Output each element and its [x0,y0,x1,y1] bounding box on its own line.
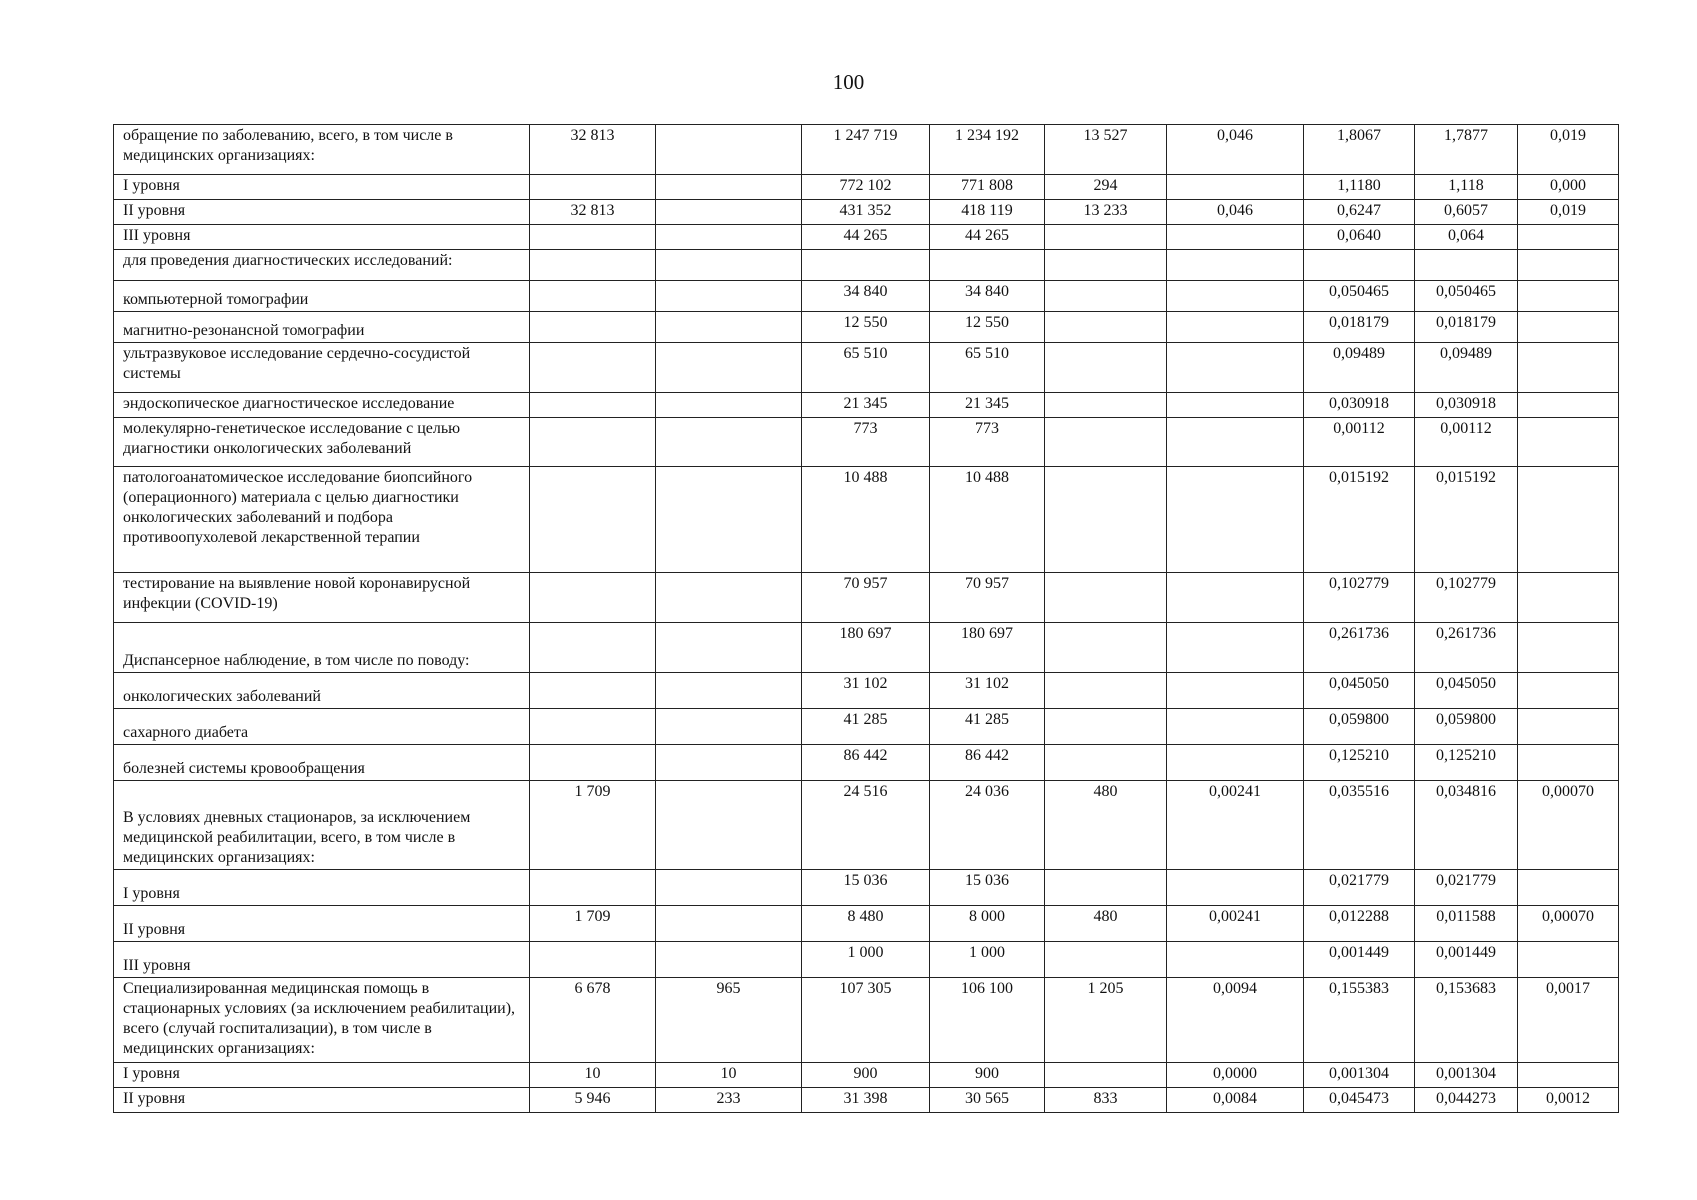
table-cell: 1,1180 [1304,175,1415,200]
table-cell: 0,059800 [1304,709,1415,745]
table-cell [1518,942,1619,978]
table-cell [1518,393,1619,418]
table-cell: 31 102 [802,673,930,709]
table-row [114,573,1619,623]
table-cell [656,623,802,673]
table-cell: 0,046 [1167,200,1304,225]
table-cell: 0,045050 [1415,673,1518,709]
table-cell [530,623,656,673]
table-cell [1167,225,1304,250]
row-label: тестирование на выявление новой коронавирусной инфекции (COVID-19) [114,573,530,623]
table-cell: 1 000 [802,942,930,978]
table-cell [656,673,802,709]
table-cell [530,870,656,906]
row-label: болезней системы кровообращения [114,745,530,781]
table-cell: 773 [802,418,930,467]
table-cell [1167,250,1304,281]
table-cell: 65 510 [802,343,930,393]
table-cell: 12 550 [930,312,1045,343]
table-cell: 0,102779 [1304,573,1415,623]
table-cell [1045,250,1167,281]
table-cell [1045,467,1167,573]
table-cell [1518,312,1619,343]
table-cell [1518,281,1619,312]
table-cell: 0,030918 [1415,393,1518,418]
table-cell: 180 697 [930,623,1045,673]
table-cell [656,393,802,418]
table-cell [1518,745,1619,781]
table-cell: 21 345 [930,393,1045,418]
table-cell: 0,045473 [1304,1088,1415,1113]
table-cell [530,673,656,709]
table-cell: 0,001449 [1415,942,1518,978]
row-label: онкологических заболеваний [114,673,530,709]
table-cell [1167,175,1304,200]
row-label: III уровня [114,942,530,978]
row-label: Специализированная медицинская помощь в стационарных условиях (за исключением реабилитации), всего (случай госпитализации), в том числе в медицинских организациях: [114,978,530,1063]
table-row [114,312,1619,343]
table-cell: 65 510 [930,343,1045,393]
row-label: магнитно-резонансной томографии [114,312,530,343]
table-cell [1045,312,1167,343]
table-cell: 233 [656,1088,802,1113]
table-cell [1518,343,1619,393]
row-label: патологоанатомическое исследование биопсийного (операционного) материала с целью диагностики онкологических заболеваний и подбора противоопухолевой лекарственной терапии [114,467,530,573]
table-cell: 0,0017 [1518,978,1619,1063]
table-cell: 0,261736 [1304,623,1415,673]
table-cell [1167,709,1304,745]
row-label: I уровня [114,175,530,200]
table-cell [1167,467,1304,573]
table-cell: 0,00070 [1518,781,1619,870]
table-row [114,393,1619,418]
table-cell: 0,011588 [1415,906,1518,942]
table-row [114,175,1619,200]
table-cell [1045,623,1167,673]
table-cell [1304,250,1415,281]
table-cell [1518,709,1619,745]
table-cell: 0,001304 [1415,1063,1518,1088]
table-cell: 0,046 [1167,125,1304,175]
table-cell [1518,418,1619,467]
table-cell: 0,0094 [1167,978,1304,1063]
table-cell: 0,0640 [1304,225,1415,250]
table-cell: 0,0000 [1167,1063,1304,1088]
table-cell: 0,059800 [1415,709,1518,745]
table-cell: 0,102779 [1415,573,1518,623]
table-cell: 0,00112 [1304,418,1415,467]
table-cell: 0,153683 [1415,978,1518,1063]
table-row [114,906,1619,942]
table-cell [530,343,656,393]
table-cell [1045,343,1167,393]
table-cell: 10 [656,1063,802,1088]
row-label: ультразвуковое исследование сердечно-сосудистой системы [114,343,530,393]
table-cell [656,709,802,745]
table-cell: 0,021779 [1415,870,1518,906]
table-cell: 5 946 [530,1088,656,1113]
table-cell [656,312,802,343]
row-label: II уровня [114,200,530,225]
table-row [114,673,1619,709]
row-label: сахарного диабета [114,709,530,745]
table-cell [530,709,656,745]
table-cell [1045,281,1167,312]
table-cell: 0,021779 [1304,870,1415,906]
table-cell: 12 550 [802,312,930,343]
table-cell [530,175,656,200]
table-cell [656,418,802,467]
table-row [114,281,1619,312]
table-cell: 32 813 [530,200,656,225]
table-cell: 0,015192 [1415,467,1518,573]
table-cell: 6 678 [530,978,656,1063]
table-cell [656,225,802,250]
table-cell [530,942,656,978]
table-cell: 30 565 [930,1088,1045,1113]
table-cell: 1 000 [930,942,1045,978]
table-cell: 900 [930,1063,1045,1088]
table-cell: 0,125210 [1415,745,1518,781]
table-cell: 1,7877 [1415,125,1518,175]
table-cell: 106 100 [930,978,1045,1063]
table-row [114,709,1619,745]
table-cell [1167,745,1304,781]
row-label: молекулярно-генетическое исследование с целью диагностики онкологических заболеваний [114,418,530,467]
table-cell [1167,343,1304,393]
row-label: Диспансерное наблюдение, в том числе по поводу: [114,623,530,673]
table-cell: 480 [1045,906,1167,942]
table-cell: 34 840 [930,281,1045,312]
table-cell [1518,467,1619,573]
table-cell [1045,942,1167,978]
row-label: I уровня [114,870,530,906]
table-cell: 431 352 [802,200,930,225]
table-row [114,467,1619,573]
table-cell [1167,573,1304,623]
data-table [113,124,1619,1113]
table-cell [1167,870,1304,906]
table-cell: 0,155383 [1304,978,1415,1063]
table-row [114,125,1619,175]
table-cell [1167,673,1304,709]
table-cell: 0,261736 [1415,623,1518,673]
table-cell: 31 398 [802,1088,930,1113]
table-cell: 0,0012 [1518,1088,1619,1113]
table-cell: 32 813 [530,125,656,175]
table-cell [530,467,656,573]
table-cell [656,281,802,312]
table-cell [1167,281,1304,312]
table-cell: 180 697 [802,623,930,673]
table-cell: 1 709 [530,906,656,942]
table-row [114,1088,1619,1113]
table-row [114,623,1619,673]
table-cell: 0,00241 [1167,781,1304,870]
table-cell [1167,942,1304,978]
table-cell: 86 442 [802,745,930,781]
table-cell: 8 480 [802,906,930,942]
table-cell [656,870,802,906]
table-cell [1045,870,1167,906]
table-cell: 0,09489 [1304,343,1415,393]
table-cell: 0,045050 [1304,673,1415,709]
table-cell [1045,1063,1167,1088]
table-cell [656,125,802,175]
table-cell [1045,418,1167,467]
table-cell: 0,001304 [1304,1063,1415,1088]
table-cell: 21 345 [802,393,930,418]
table-cell [1045,673,1167,709]
table-cell [656,343,802,393]
table-cell: 0,034816 [1415,781,1518,870]
table-cell: 0,064 [1415,225,1518,250]
table-cell: 480 [1045,781,1167,870]
table-cell [656,250,802,281]
table-cell [530,745,656,781]
table-row [114,225,1619,250]
table-cell: 294 [1045,175,1167,200]
table-cell: 34 840 [802,281,930,312]
table-cell [656,745,802,781]
table-cell [1518,225,1619,250]
table-cell: 0,035516 [1304,781,1415,870]
table-cell: 0,00241 [1167,906,1304,942]
table-row [114,1063,1619,1088]
page-number: 100 [832,70,865,94]
table-cell: 86 442 [930,745,1045,781]
table-cell [1045,745,1167,781]
table-cell: 1,118 [1415,175,1518,200]
table-cell: 0,125210 [1304,745,1415,781]
row-label: I уровня [114,1063,530,1088]
table-cell: 900 [802,1063,930,1088]
table-cell [1045,709,1167,745]
table-cell: 0,6247 [1304,200,1415,225]
table-cell: 0,018179 [1304,312,1415,343]
table-cell: 0,050465 [1415,281,1518,312]
table-cell: 773 [930,418,1045,467]
table-cell [930,250,1045,281]
table-cell: 10 [530,1063,656,1088]
table-cell: 24 516 [802,781,930,870]
table-cell [530,393,656,418]
table-cell [1167,312,1304,343]
table-cell: 0,019 [1518,200,1619,225]
table-cell [530,225,656,250]
table-row [114,200,1619,225]
table-row [114,942,1619,978]
table-cell: 1 709 [530,781,656,870]
table-cell: 0,044273 [1415,1088,1518,1113]
table-cell: 0,00070 [1518,906,1619,942]
table-cell [1167,393,1304,418]
table-cell [1167,623,1304,673]
table-cell [802,250,930,281]
table-body [114,125,1619,1113]
table-cell: 1 234 192 [930,125,1045,175]
table-cell: 31 102 [930,673,1045,709]
table-cell: 833 [1045,1088,1167,1113]
table-cell: 10 488 [802,467,930,573]
table-cell: 965 [656,978,802,1063]
table-row [114,418,1619,467]
table-cell [530,250,656,281]
table-row [114,745,1619,781]
table-cell: 772 102 [802,175,930,200]
row-label: II уровня [114,1088,530,1113]
table-cell [656,175,802,200]
table-cell [1518,623,1619,673]
row-label: В условиях дневных стационаров, за исключением медицинской реабилитации, всего, в том числе в медицинских организациях: [114,781,530,870]
table-row [114,343,1619,393]
table-cell: 0,09489 [1415,343,1518,393]
table-cell: 0,001449 [1304,942,1415,978]
table-cell: 0,0084 [1167,1088,1304,1113]
table-cell: 1 205 [1045,978,1167,1063]
table-cell: 0,015192 [1304,467,1415,573]
table-cell: 0,030918 [1304,393,1415,418]
row-label: обращение по заболеванию, всего, в том числе в медицинских организациях: [114,125,530,175]
table-cell [656,200,802,225]
table-cell: 0,019 [1518,125,1619,175]
table-row [114,870,1619,906]
table-cell [1518,1063,1619,1088]
table-cell: 0,000 [1518,175,1619,200]
table-row [114,781,1619,870]
table-cell: 0,018179 [1415,312,1518,343]
table-cell: 24 036 [930,781,1045,870]
table-cell: 13 233 [1045,200,1167,225]
table-cell [1518,870,1619,906]
table-cell: 10 488 [930,467,1045,573]
table-cell: 418 119 [930,200,1045,225]
table-cell [656,573,802,623]
table-cell [530,312,656,343]
table-cell: 8 000 [930,906,1045,942]
row-label: III уровня [114,225,530,250]
table-cell: 107 305 [802,978,930,1063]
table-cell [656,906,802,942]
table-cell: 41 285 [802,709,930,745]
table-cell: 70 957 [802,573,930,623]
table-cell: 0,6057 [1415,200,1518,225]
table-cell: 41 285 [930,709,1045,745]
table-cell: 15 036 [930,870,1045,906]
table-cell [1518,573,1619,623]
table-row [114,978,1619,1063]
row-label: II уровня [114,906,530,942]
table-cell [1167,418,1304,467]
table-cell: 15 036 [802,870,930,906]
table-cell: 771 808 [930,175,1045,200]
table-cell: 0,012288 [1304,906,1415,942]
table-cell [656,467,802,573]
table-cell: 0,00112 [1415,418,1518,467]
row-label: компьютерной томографии [114,281,530,312]
table-cell [1518,673,1619,709]
table-row [114,250,1619,281]
table-cell: 44 265 [802,225,930,250]
table-cell [530,418,656,467]
table-cell [1045,393,1167,418]
row-label: для проведения диагностических исследований: [114,250,530,281]
table-cell [1045,225,1167,250]
table-cell [530,573,656,623]
table-cell: 13 527 [1045,125,1167,175]
table-cell: 0,050465 [1304,281,1415,312]
table-cell [1518,250,1619,281]
table-cell: 1 247 719 [802,125,930,175]
table-cell [530,281,656,312]
table-cell: 1,8067 [1304,125,1415,175]
table-cell: 44 265 [930,225,1045,250]
table-cell [1045,573,1167,623]
row-label: эндоскопическое диагностическое исследование [114,393,530,418]
table-cell [656,781,802,870]
table-cell [656,942,802,978]
table-cell: 70 957 [930,573,1045,623]
table-cell [1415,250,1518,281]
